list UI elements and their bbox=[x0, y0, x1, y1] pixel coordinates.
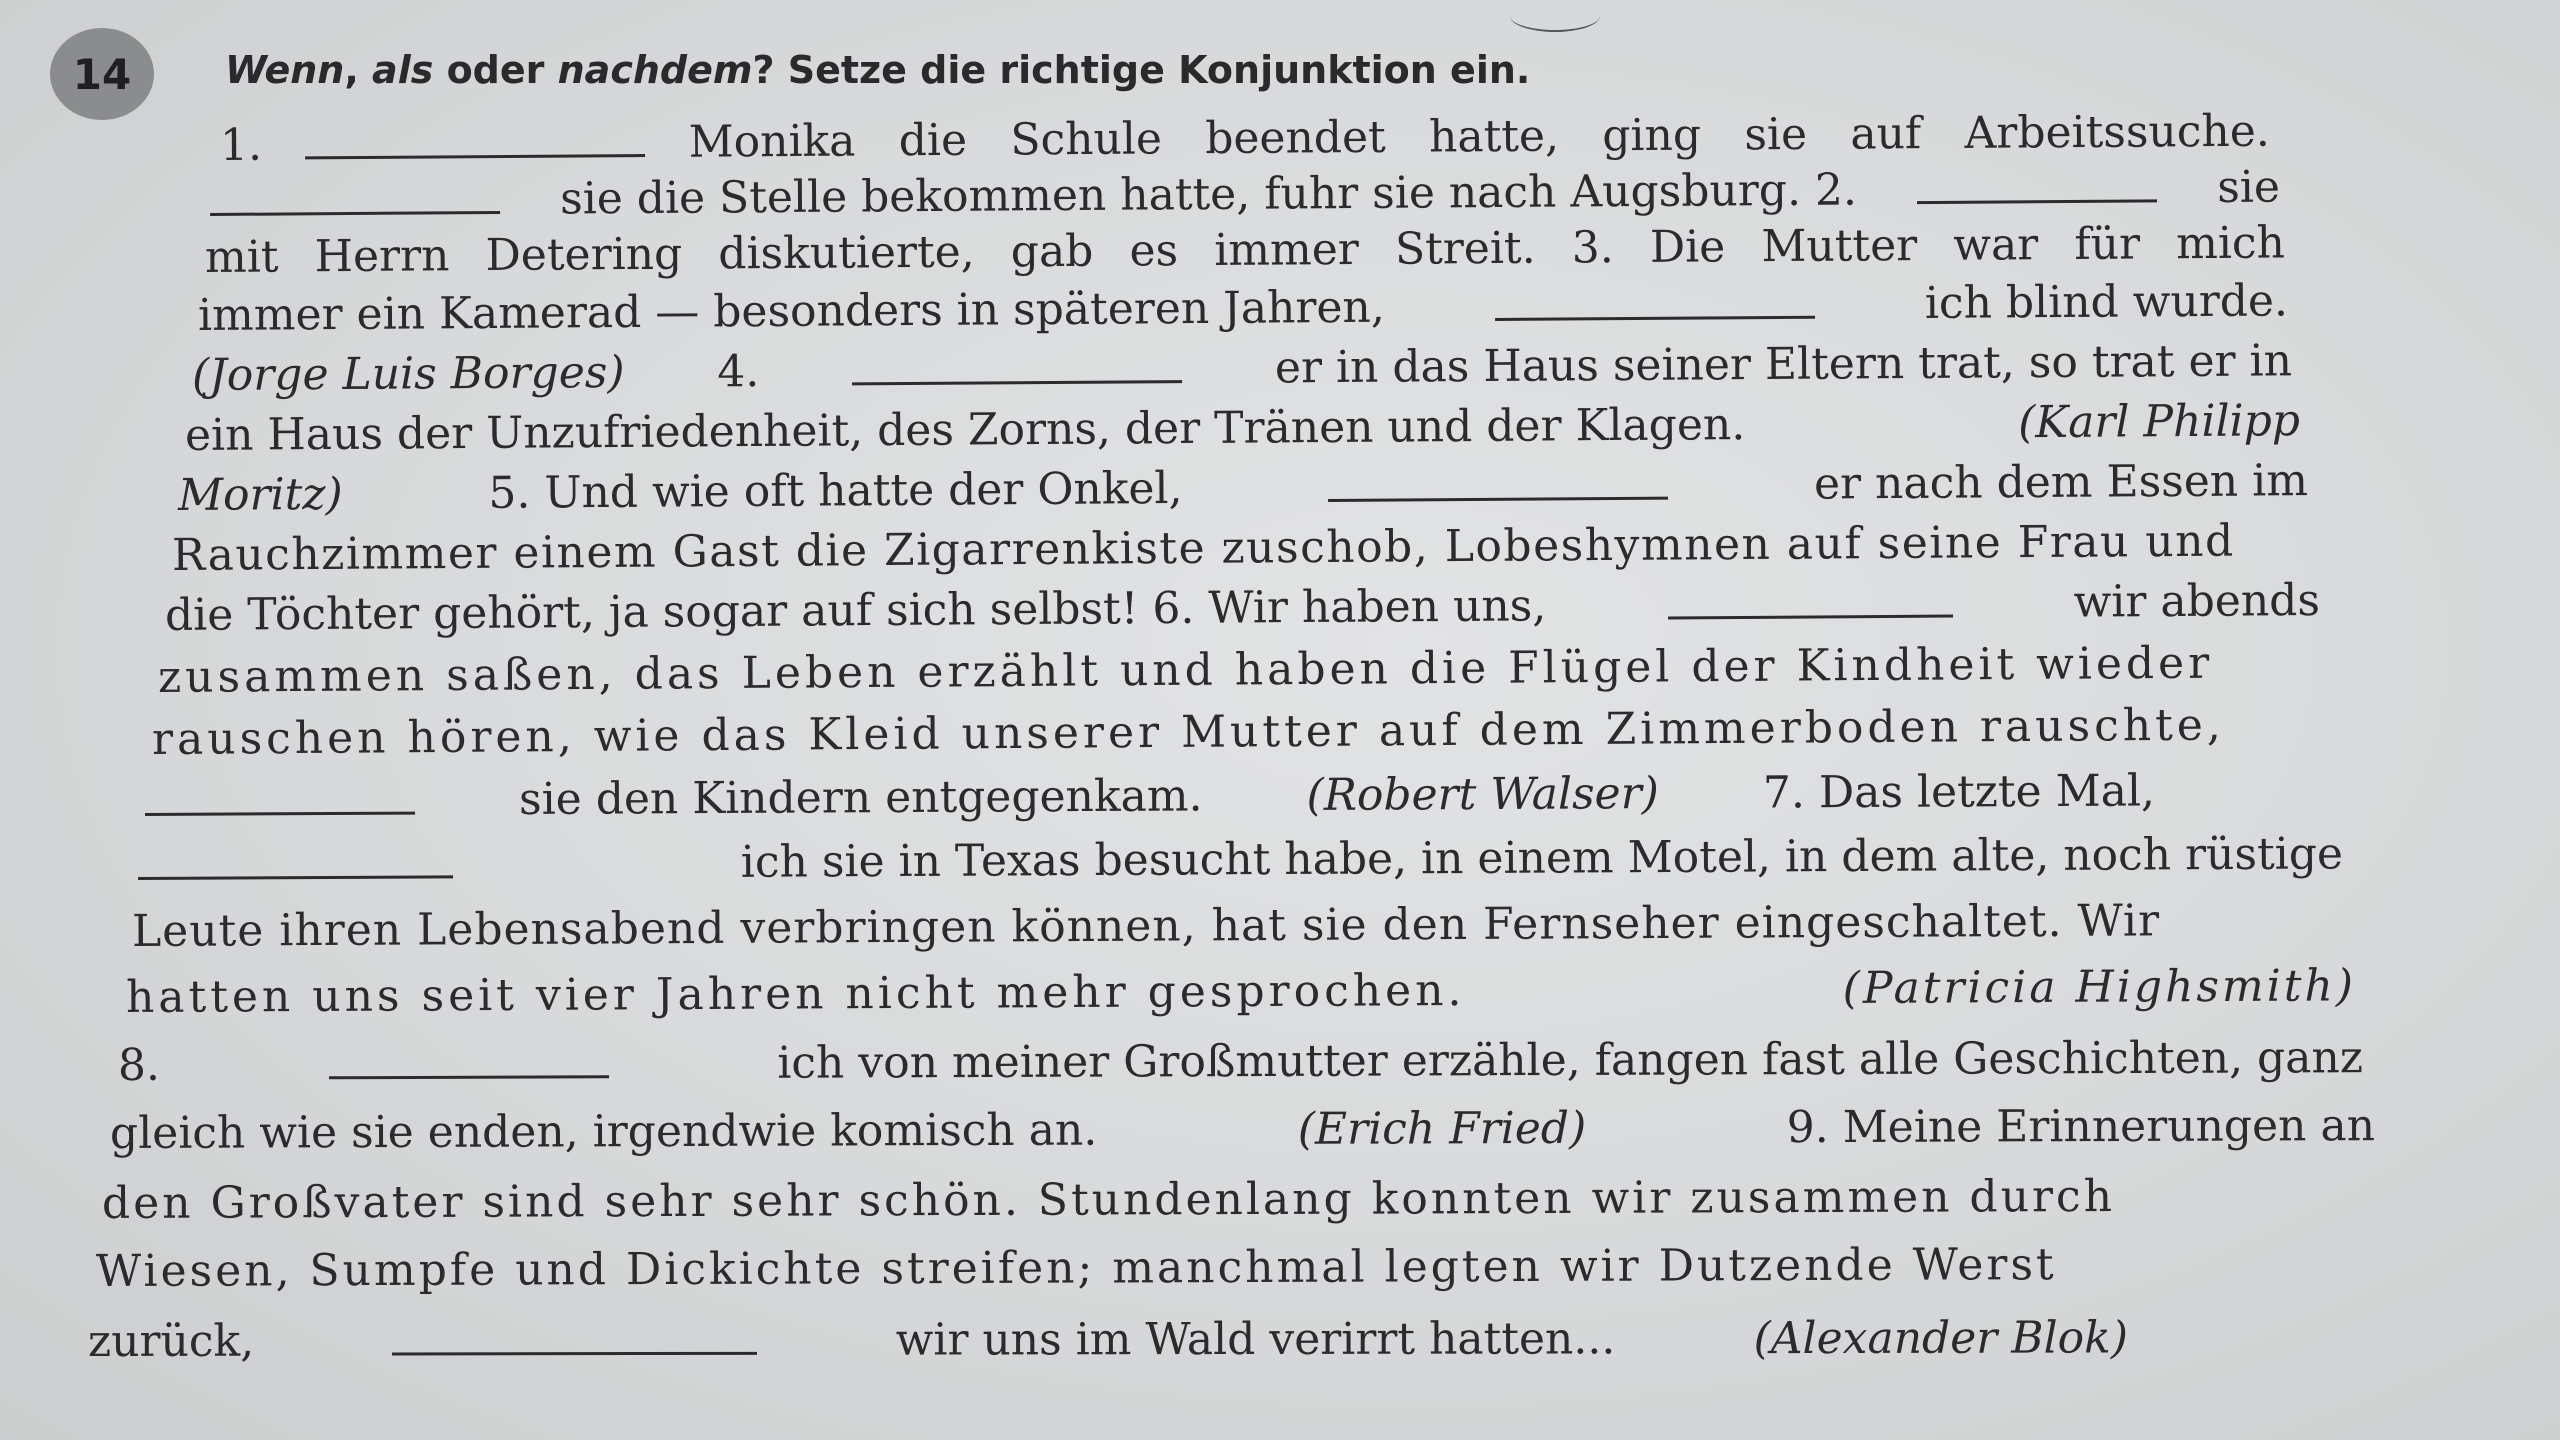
line-text: 9. Meine Erinnerungen an bbox=[1786, 1100, 2376, 1154]
line-word: war bbox=[1953, 219, 2039, 271]
line-text: er nach dem Essen im bbox=[1813, 455, 2309, 510]
line-text: ich blind wurde. bbox=[1924, 275, 2289, 329]
line-word: mit bbox=[204, 231, 279, 283]
text-line-5 bbox=[192, 335, 2292, 401]
line-word: hatte, bbox=[1428, 110, 1560, 163]
author-citation: (Karl Philipp bbox=[2017, 395, 2301, 449]
line-text: sie die Stelle bekommen hatte, fuhr sie nach Augsburg. 2. bbox=[559, 164, 1858, 225]
text-line-14 bbox=[132, 894, 2350, 957]
title-sep-2: oder bbox=[433, 48, 558, 92]
line-word: sie bbox=[1744, 108, 1808, 161]
line-text: zurück, bbox=[87, 1315, 255, 1367]
line-word: für bbox=[2074, 218, 2141, 270]
line-text: sie bbox=[2217, 161, 2281, 213]
line-word: Schule bbox=[1010, 113, 1163, 166]
line-word: diskutierte, bbox=[718, 226, 975, 280]
title-sep-1: , bbox=[344, 48, 373, 92]
line-word: immer bbox=[1214, 223, 1360, 276]
author-citation: (Alexander Blok) bbox=[1753, 1312, 2129, 1365]
line-text: zusammen saßen, das Leben erzählt und haben die Flügel der Kindheit wieder bbox=[157, 637, 2214, 703]
line-text: ich von meiner Großmutter erzähle, fangen fast alle Geschichten, ganz bbox=[777, 1032, 2364, 1089]
line-text: den Großvater sind sehr sehr schön. Stundenlang konnten wir zusammen durch bbox=[101, 1170, 2116, 1229]
line-text: Rauchzimmer einem Gast die Zigarrenkiste zuschob, Lobeshymnen auf seine Frau und bbox=[171, 515, 2235, 581]
line-word: Detering bbox=[485, 228, 683, 282]
line-word: ging bbox=[1602, 109, 1702, 162]
title-word-nachdem: nachdem bbox=[557, 48, 753, 92]
line-word: Monika bbox=[688, 115, 856, 168]
exercise-number-badge bbox=[50, 28, 154, 120]
line-word: Mutter bbox=[1761, 220, 1918, 273]
line-text: immer ein Kamerad — besonders in späteren Jahren, bbox=[197, 281, 1385, 341]
exercise-number: 14 bbox=[72, 49, 132, 99]
text-line-12 bbox=[145, 765, 2155, 827]
line-text: er in das Haus seiner Eltern trat, so trat er in bbox=[1274, 335, 2293, 394]
answer-blank-8[interactable] bbox=[145, 782, 415, 816]
text-line-20 bbox=[88, 1312, 2128, 1367]
exercise-title bbox=[225, 48, 1530, 92]
item-number: 4. bbox=[717, 346, 760, 398]
line-word: beendet bbox=[1205, 111, 1386, 165]
line-text: wir abends bbox=[2073, 574, 2321, 628]
author-citation: Moritz) bbox=[177, 468, 343, 521]
author-citation: (Robert Walser) bbox=[1306, 768, 1659, 821]
answer-blank-4[interactable] bbox=[1495, 286, 1815, 321]
text-line-2 bbox=[210, 162, 2280, 227]
line-text: 5. Und wie oft hatte der Onkel, bbox=[488, 462, 1183, 519]
text-line-18 bbox=[102, 1170, 2382, 1229]
line-text: hatten uns seit vier Jahren nicht mehr gesprochen. bbox=[125, 964, 1466, 1023]
text-line-1 bbox=[220, 106, 2270, 171]
line-text: Leute ihren Lebensabend verbringen können, hat sie den Fernseher eingeschaltet. Wir bbox=[131, 895, 2161, 957]
item-number: 1. bbox=[219, 119, 263, 171]
text-line-10 bbox=[158, 637, 2328, 703]
line-text: die Töchter gehört, ja sogar auf sich selbst! 6. Wir haben uns, bbox=[164, 580, 1547, 641]
text-line-3 bbox=[205, 217, 2285, 283]
line-text: sie den Kindern entgegenkam. bbox=[518, 770, 1203, 826]
answer-blank-10[interactable] bbox=[329, 1045, 609, 1079]
line-text: wir uns im Wald verirrt hatten... bbox=[895, 1313, 1616, 1366]
line-text: gleich wie sie enden, irgendwie komisch an. bbox=[109, 1104, 1098, 1159]
title-rest: ? Setze die richtige Konjunktion ein. bbox=[752, 48, 1531, 92]
title-word-als: als bbox=[372, 48, 434, 92]
line-text: rauschen hören, wie das Kleid unserer Mutter auf dem Zimmerboden rauschte, bbox=[151, 699, 2225, 765]
answer-blank-5[interactable] bbox=[852, 350, 1182, 385]
line-word: die bbox=[898, 114, 968, 167]
answer-blank-7[interactable] bbox=[1667, 585, 1952, 620]
text-line-4 bbox=[198, 275, 2288, 341]
text-line-9 bbox=[165, 575, 2320, 641]
text-line-7 bbox=[178, 455, 2308, 521]
answer-blank-3[interactable] bbox=[1917, 169, 2157, 204]
text-line-11 bbox=[152, 699, 2332, 765]
line-word: Die bbox=[1649, 221, 1726, 273]
line-word: auf bbox=[1850, 108, 1922, 160]
text-line-19 bbox=[96, 1238, 2391, 1297]
line-word: gab bbox=[1010, 225, 1094, 278]
text-line-6 bbox=[185, 395, 2300, 461]
item-number: 8. bbox=[117, 1039, 161, 1091]
answer-blank-6[interactable] bbox=[1328, 467, 1668, 502]
answer-blank-11[interactable] bbox=[392, 1322, 757, 1356]
author-citation: (Jorge Luis Borges) bbox=[191, 346, 625, 401]
answer-blank-1[interactable] bbox=[305, 124, 645, 159]
line-word: Streit. bbox=[1394, 222, 1536, 275]
text-line-8 bbox=[172, 515, 2312, 581]
line-word: es bbox=[1129, 225, 1179, 277]
text-line-16 bbox=[118, 1032, 2363, 1091]
answer-blank-9[interactable] bbox=[138, 845, 453, 880]
line-text: ein Haus der Unzufriedenheit, des Zorns, der Tränen und der Klagen. bbox=[184, 399, 1746, 461]
line-text: Wiesen, Sumpfe und Dickichte streifen; manchmal legten wir Dutzende Werst bbox=[95, 1239, 2057, 1297]
text-line-17 bbox=[110, 1100, 2375, 1159]
text-line-13 bbox=[138, 828, 2343, 891]
author-citation: (Erich Fried) bbox=[1297, 1102, 1587, 1155]
line-word: Arbeitssuche. bbox=[1964, 105, 2270, 159]
bleed-through-scribble bbox=[1510, 0, 1600, 32]
line-word: 3. bbox=[1571, 222, 1614, 274]
line-word: mich bbox=[2175, 217, 2286, 270]
line-word: Herrn bbox=[314, 230, 450, 283]
line-text: 7. Das letzte Mal, bbox=[1762, 765, 2156, 819]
line-text: ich sie in Texas besucht habe, in einem Motel, in dem alte, noch rüstige bbox=[740, 828, 2344, 888]
title-word-wenn: Wenn bbox=[225, 48, 345, 92]
text-line-15 bbox=[126, 960, 2356, 1023]
author-citation: (Patricia Highsmith) bbox=[1842, 960, 2357, 1015]
answer-blank-2[interactable] bbox=[210, 181, 500, 216]
